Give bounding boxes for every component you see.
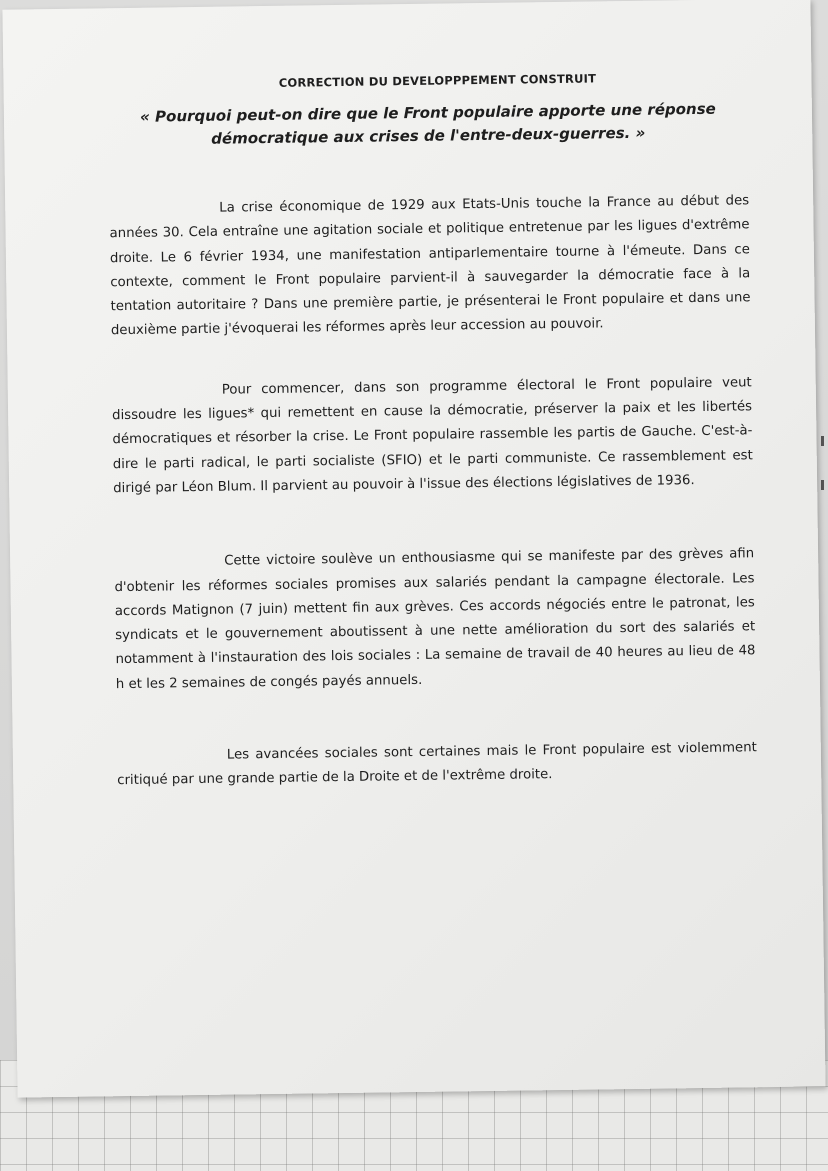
paragraph-introduction: La crise économique de 1929 aux Etats-Unis touche la France au début des années 30. Cela entraîne une agitation sociale et politique entretenue par les ligues d'extrême droite. Le 6 février 1934, une manifestation antiparlementaire tourne à l'émeute. Dans ce contexte, comment le Front populaire parvient-il à sauvegarder la démocratie face à la tentation autoritaire ? Dans une première partie, je présenterai le Front populaire et dans une deuxième partie j'évoquerai les réformes après leur accession au pouvoir.	[109, 193, 751, 339]
document-content	[107, 69, 757, 794]
paragraph-conclusion: Les avancées sociales sont certaines mais le Front populaire est violemment critiqué par une grande partie de la Droite et de l'extrême droite.	[117, 740, 757, 789]
paragraph-part-one: Pour commencer, dans son programme électoral le Front populaire veut dissoudre les ligues* qui remettent en cause la démocratie, préserver la paix et les libertés démocratiques et résorber la crise. Le Front populaire rassemble les partis de Gauche. C'est-à-dire le parti radical, le parti socialiste (SFIO) et le parti communiste. Ce rassemblement est dirigé par Léon Blum. Il parvient au pouvoir à l'issue des élections législatives de 1936.	[112, 375, 753, 497]
paragraph-part-two: Cette victoire soulève un enthousiasme qui se manifeste par des grèves afin d'obtenir les réformes sociales promises aux salariés pendant la campagne électorale. Les accords Matignon (7 juin) mettent fin aux grèves. Ces accords négociés entre le patronat, les syndicats et le gouvernement aboutissent à une nette amélioration du sort des salariés et notamment à l'instauration des lois sociales : La semaine de travail de 40 heures au lieu de 48 h et les 2 semaines de congés payés annuels.	[114, 546, 756, 692]
edge-mark	[821, 436, 824, 446]
edge-mark	[821, 480, 824, 490]
essay-question: « Pourquoi peut-on dire que le Front populaire apporte une réponse démocratique aux crises de l'entre-deux-guerres. »	[139, 99, 716, 148]
document-header-title: CORRECTION DU DEVELOPPPEMENT CONSTRUIT	[278, 71, 597, 90]
paper-sheet	[2, 0, 825, 1098]
